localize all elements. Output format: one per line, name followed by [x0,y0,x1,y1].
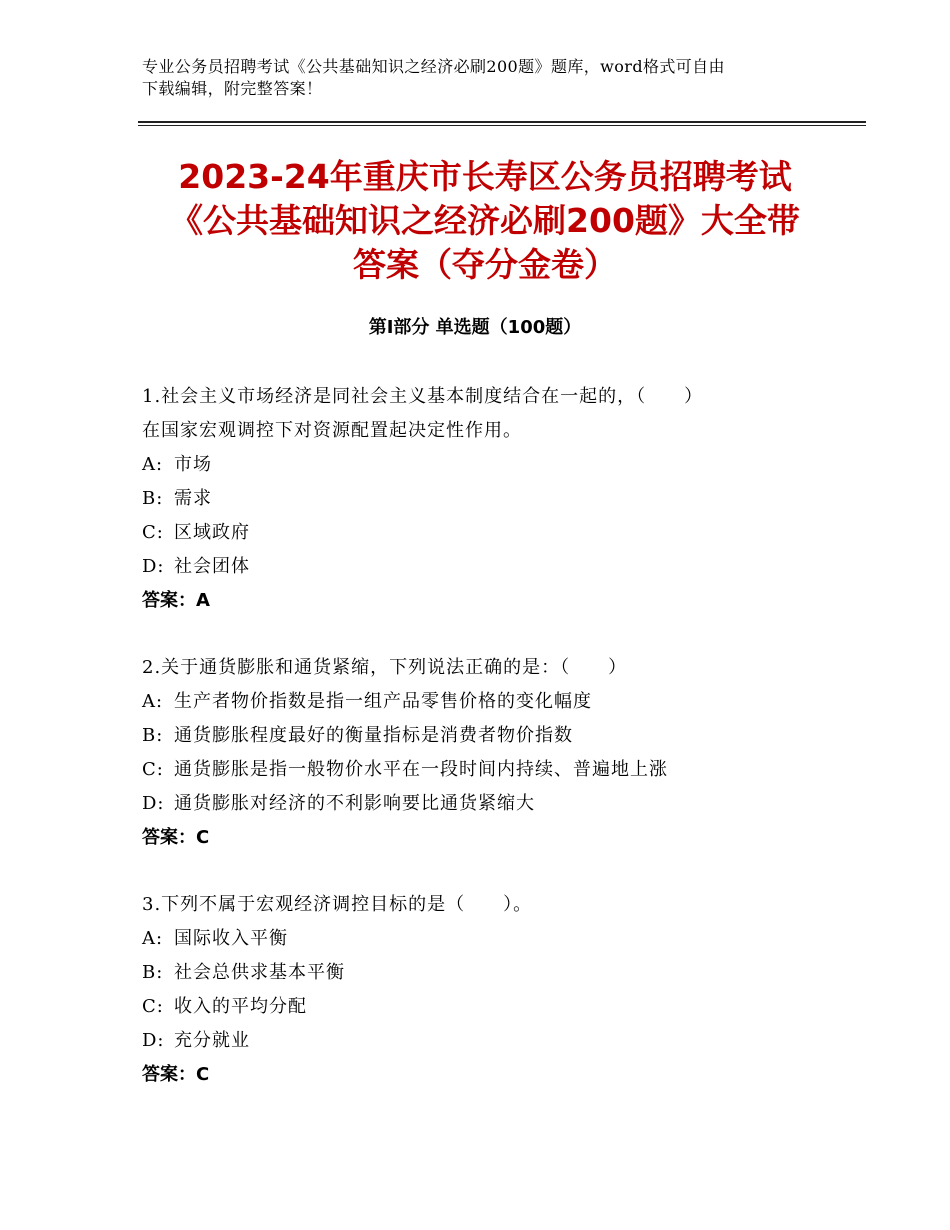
header-divider-thin [138,125,866,126]
question-stem: 2.关于通货膨胀和通货紧缩，下列说法正确的是：（ ） [142,657,628,678]
option-b [142,482,822,516]
option-text: 通货膨胀是指一般物价水平在一段时间内持续、普遍地上涨 [174,759,668,780]
section-heading: 第Ⅰ部分 单选题（100题） [368,317,582,338]
option-letter: D: [142,556,165,577]
answer-line: 答案：A [142,590,210,611]
option-text: 需求 [174,488,212,509]
option-letter: B: [142,962,164,983]
header-note-line: 下载编辑，附完整答案！ [142,79,323,98]
option-text: 社会团体 [174,556,250,577]
option-text: 通货膨胀程度最好的衡量指标是消费者物价指数 [174,725,573,746]
option-letter: A: [142,928,164,949]
option-c [142,990,822,1024]
option-text: 市场 [174,454,212,475]
option-text: 收入的平均分配 [174,996,307,1017]
header-note [142,56,822,100]
option-a [142,922,822,956]
option-letter: B: [142,725,164,746]
option-c [142,516,822,550]
option-a [142,685,822,719]
question-stem: 在国家宏观调控下对资源配置起决定性作用。 [142,420,522,441]
header-note-line: 专业公务员招聘考试《公共基础知识之经济必刷200题》题库，word格式可自由 [142,57,725,76]
header-divider [138,121,866,123]
question-list [142,380,822,1125]
question-2 [142,651,822,855]
option-letter: D: [142,1030,165,1051]
option-d [142,1024,822,1058]
option-b [142,956,822,990]
option-letter: B: [142,488,164,509]
option-a [142,448,822,482]
title-line: 答案（夺分金卷） [353,245,617,284]
option-text: 生产者物价指数是指一组产品零售价格的变化幅度 [174,691,592,712]
option-c [142,753,822,787]
option-d [142,787,822,821]
answer-line: 答案：C [142,827,210,848]
option-letter: C: [142,522,164,543]
option-text: 通货膨胀对经济的不利影响要比通货紧缩大 [174,793,535,814]
question-stem: 1.社会主义市场经济是同社会主义基本制度结合在一起的，（ ） [142,386,704,407]
option-text: 国际收入平衡 [174,928,288,949]
option-letter: A: [142,691,164,712]
option-letter: A: [142,454,164,475]
title-line: 2023-24年重庆市长寿区公务员招聘考试 [178,157,792,196]
option-text: 充分就业 [174,1030,250,1051]
option-text: 社会总供求基本平衡 [174,962,345,983]
question-1 [142,380,822,618]
answer-line: 答案：C [142,1064,210,1085]
option-letter: C: [142,759,164,780]
document-title [120,155,850,287]
option-d [142,550,822,584]
option-letter: C: [142,996,164,1017]
title-line: 《公共基础知识之经济必刷200题》大全带 [170,201,800,240]
option-letter: D: [142,793,165,814]
option-b [142,719,822,753]
question-3 [142,888,822,1092]
option-text: 区域政府 [174,522,250,543]
question-stem: 3.下列不属于宏观经济调控目标的是（ ）。 [142,894,533,915]
